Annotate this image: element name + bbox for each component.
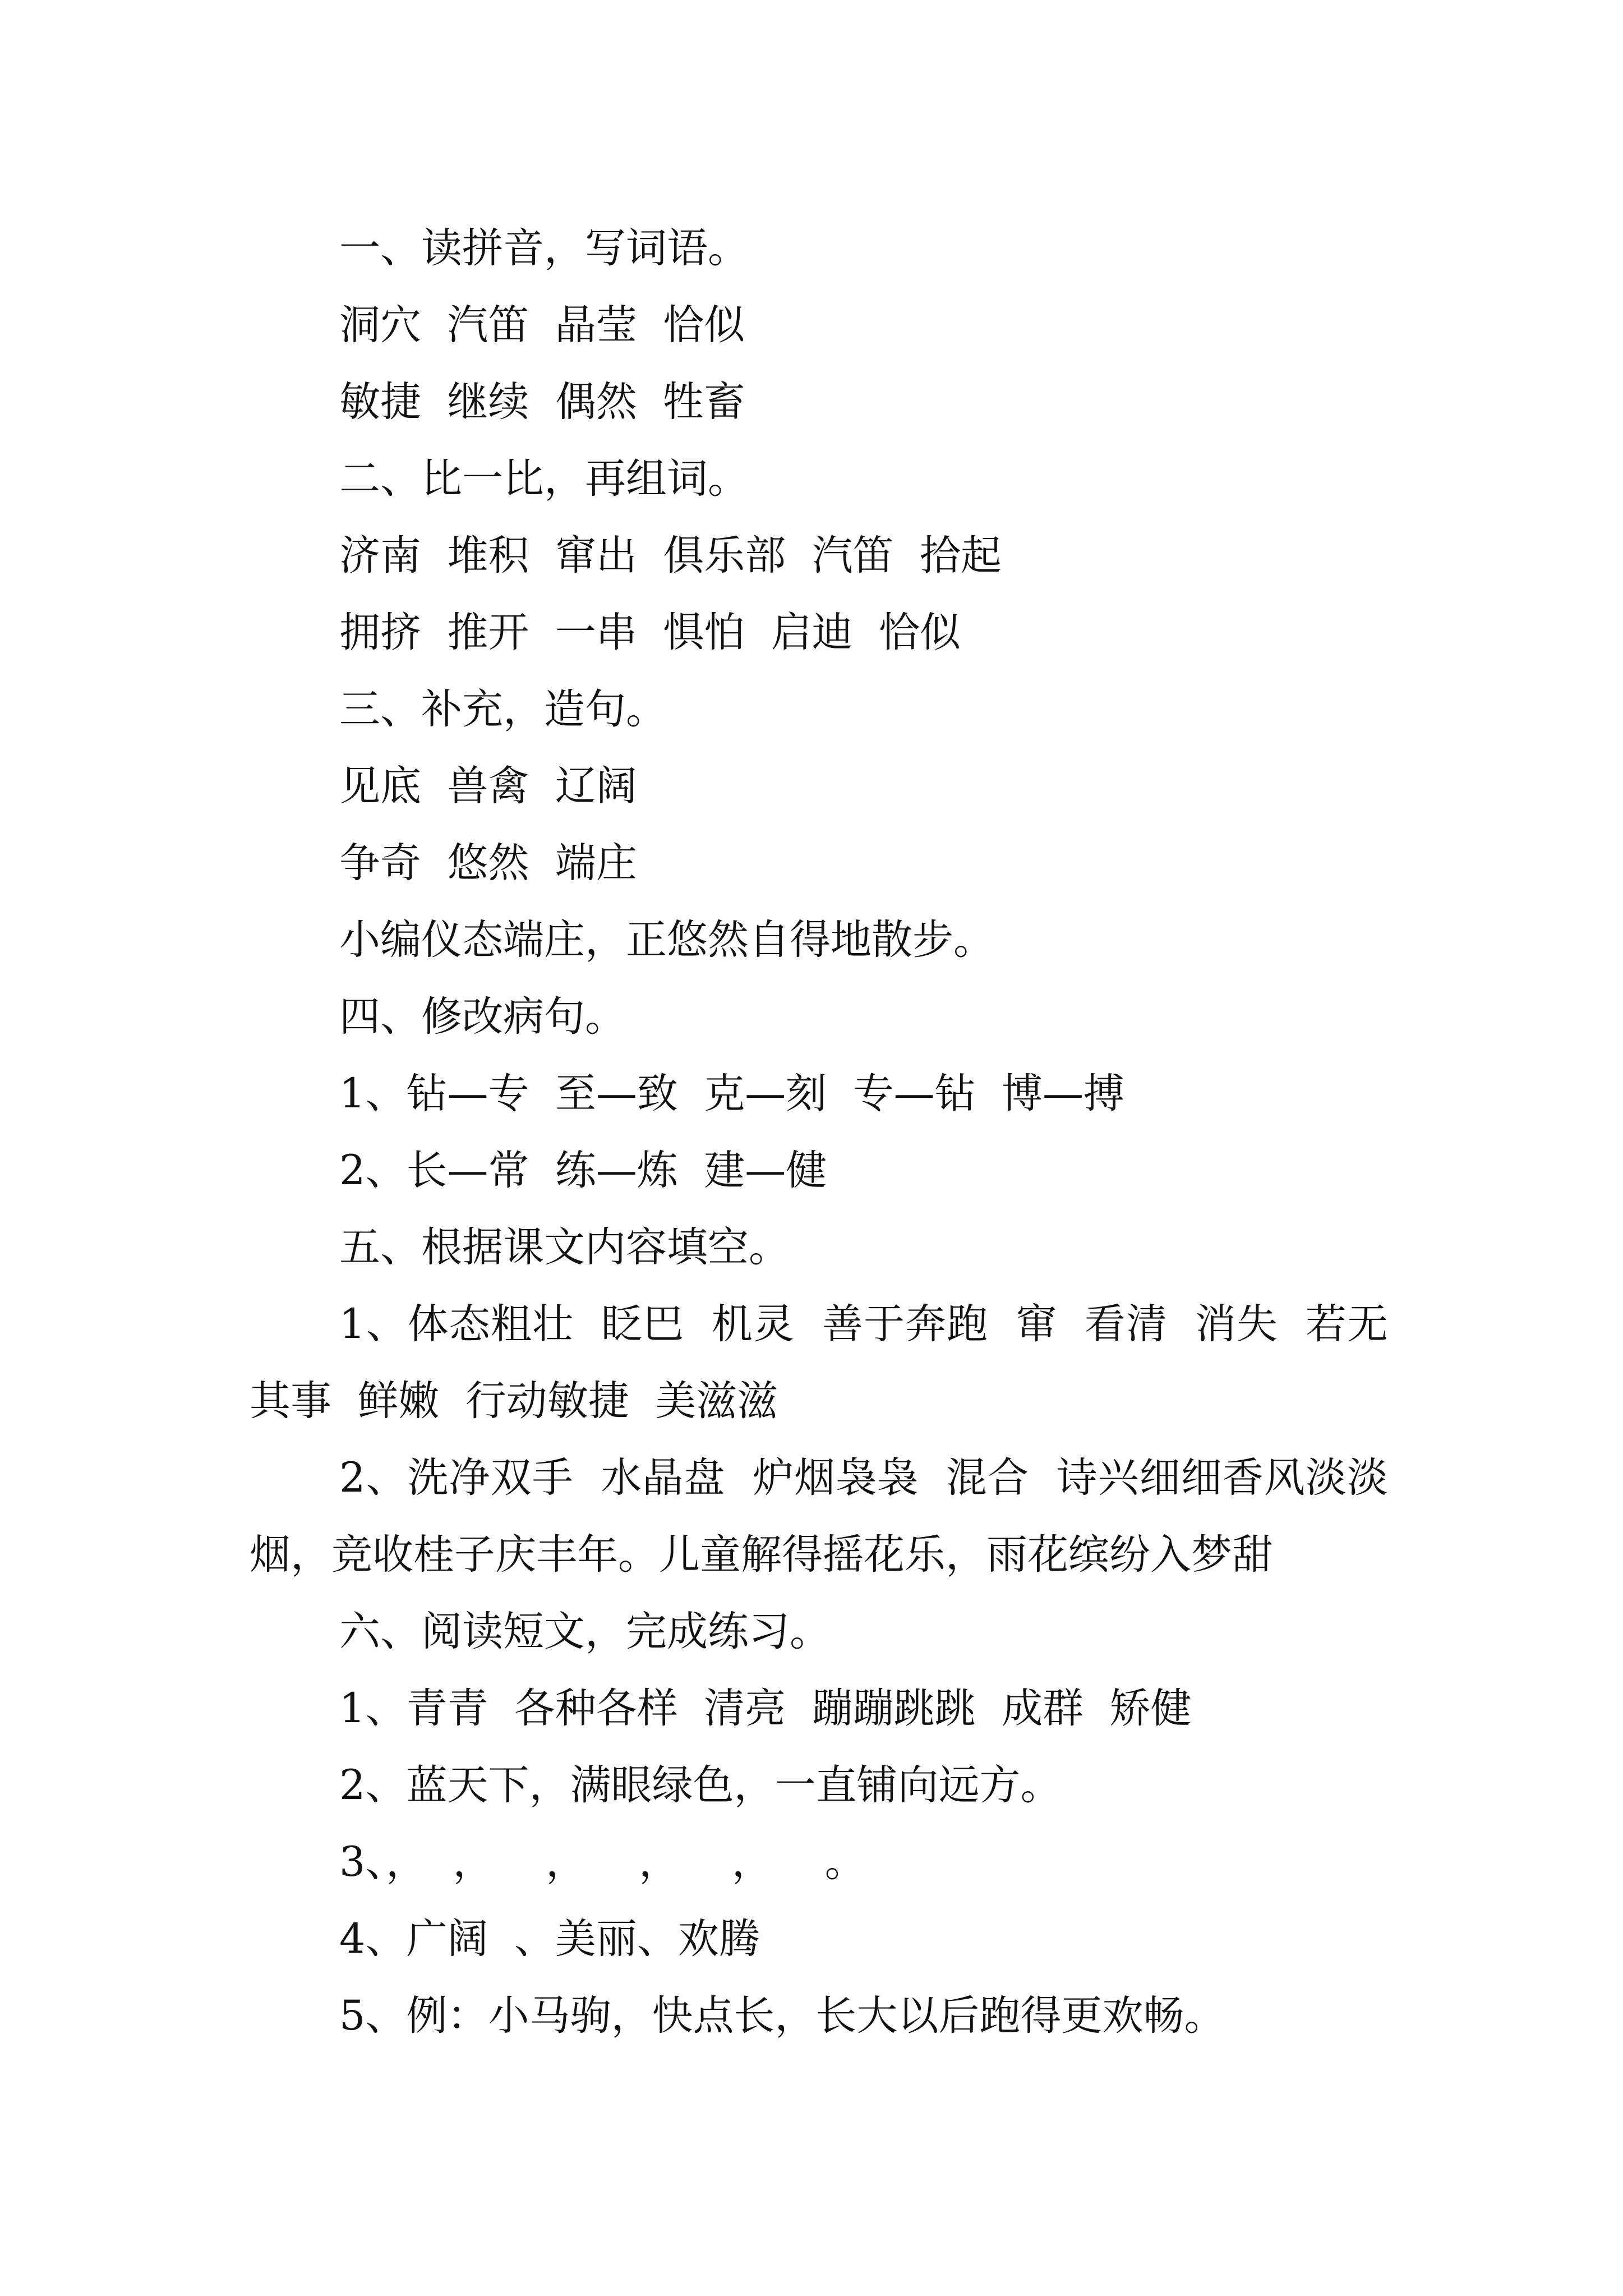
answer-line: 见底 兽禽 辽阔 xyxy=(339,762,637,810)
answer-line: 1、青青 各种各样 清亮 蹦蹦跳跳 成群 矫健 xyxy=(339,1685,1192,1732)
section-heading-1: 一、读拼音，写词语。 xyxy=(339,224,749,272)
answer-line: 4、广阔 、美丽、欢腾 xyxy=(339,1915,760,1963)
document-body xyxy=(250,210,1388,2054)
answer-line: 敏捷 继续 偶然 牲畜 xyxy=(339,378,745,426)
answer-line: 2、蓝天下，满眼绿色，一直铺向远方。 xyxy=(339,1761,1062,1809)
answer-line: 洞穴 汽笛 晶莹 恰似 xyxy=(339,301,745,349)
answer-line: 3、， ， ， ， ， 。 xyxy=(339,1838,866,1886)
answer-paragraph: 1、体态粗壮 眨巴 机灵 善于奔跑 窜 看清 消失 若无其事 鲜嫩 行动敏捷 美滋滋 xyxy=(250,1300,1388,1425)
section-heading-5: 五、根据课文内容填空。 xyxy=(339,1223,790,1271)
answer-line: 小编仪态端庄，正悠然自得地散步。 xyxy=(339,916,994,964)
section-heading-4: 四、修改病句。 xyxy=(339,993,626,1041)
answer-line: 2、长—常 练—炼 建—健 xyxy=(339,1147,827,1194)
answer-paragraph: 2、洗净双手 水晶盘 炉烟袅袅 混合 诗兴细细香风淡淡烟，竞收桂子庆丰年。儿童解得摇花乐，雨花缤纷入梦甜 xyxy=(250,1454,1388,1579)
answer-line: 争奇 悠然 端庄 xyxy=(339,839,637,887)
section-heading-2: 二、比一比，再组词。 xyxy=(339,455,749,503)
answer-line: 拥挤 推开 一串 惧怕 启迪 恰似 xyxy=(339,609,961,656)
answer-line: 5、例：小马驹，快点长，长大以后跑得更欢畅。 xyxy=(339,1992,1225,2040)
answer-line: 济南 堆积 窜出 俱乐部 汽笛 拾起 xyxy=(339,532,1002,579)
section-heading-6: 六、阅读短文，完成练习。 xyxy=(339,1608,831,1655)
section-heading-3: 三、补充，造句。 xyxy=(339,685,667,733)
answer-line: 1、钻—专 至—致 克—刻 专—钻 博—搏 xyxy=(339,1070,1125,1117)
